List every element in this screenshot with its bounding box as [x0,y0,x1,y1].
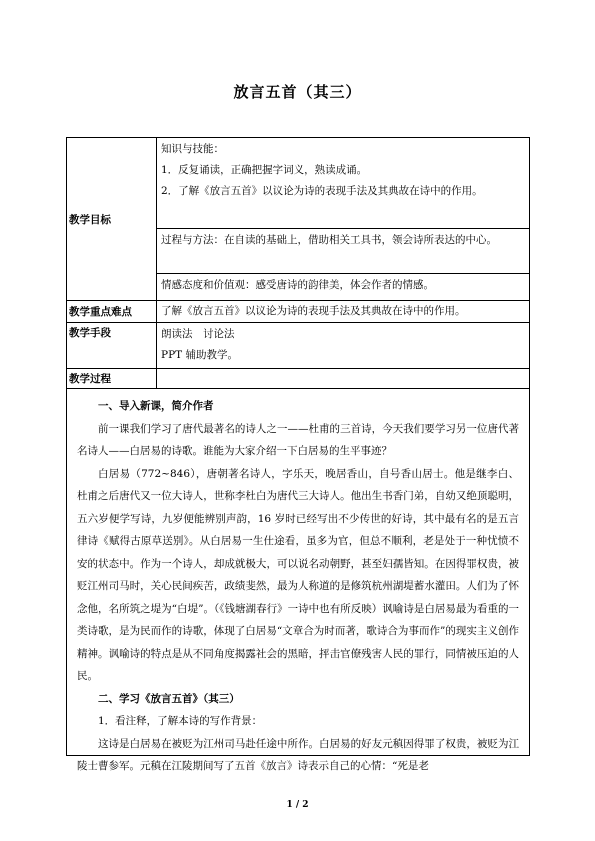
row-process-content [67,389,530,756]
label-teaching-process: 教学过程 [67,369,157,389]
goal-knowledge-item-1: 1．反复诵读，正确把握字词义，熟读成诵。 [161,164,368,176]
key-points-text: 了解《放言五首》以议论为诗的表现手法及其典故在诗中的作用。 [157,301,530,323]
means-line-2: PPT 辅助教学。 [161,349,238,361]
lesson-plan-table [66,137,530,772]
goal-process-method [157,228,529,273]
process-content [67,389,530,772]
row-key-points [67,301,530,323]
page-number: 1 / 2 [286,800,309,810]
section-heading: 一、导入新课，简介作者 [98,400,214,412]
label-key-points: 教学重点难点 [67,301,157,323]
label-teaching-goals: 教学目标 [67,138,157,301]
paragraph: 这诗是白居易在被贬为江州司马赴任途中所作。白居易的好友元稹因得罪了权贵，被贬为江陵士曹参军。元稹在江陵期间写了五首《放言》诗表示自己的心情：“死是老 [77,737,519,772]
goal-process-text: 过程与方法：在自读的基础上，借助相关工具书，领会诗所表达的中心。 [161,234,497,246]
goal-knowledge [157,138,529,228]
row-teaching-goals [67,138,530,301]
means-line-1: 朗读法 讨论法 [161,328,235,340]
goal-emotion-text: 情感态度和价值观：感受唐诗的韵律美，体会作者的情感。 [161,279,434,291]
row-teaching-process [67,369,530,389]
goal-emotion-values [157,273,529,300]
goal-knowledge-item-2: 2．了解《放言五首》以议论为诗的表现手法及其典故在诗中的作用。 [161,185,483,197]
paragraph: 前一课我们学习了唐代最著名的诗人之一——杜甫的三首诗，今天我们要学习另一位唐代著名诗人——白居易的诗歌。谁能为大家介绍一下白居易的生平事迹？ [77,422,519,457]
goal-knowledge-heading: 知识与技能： [161,143,224,155]
document-title: 放言五首（其三） [233,83,362,101]
paragraph: 1．看注释，了解本诗的写作背景： [98,715,263,727]
label-teaching-means: 教学手段 [67,323,157,369]
section-heading: 二、学习《放言五首》（其三） [98,692,240,705]
row-teaching-means [67,323,530,369]
paragraph: 白居易（772~846），唐朝著名诗人，字乐天，晚居香山，自号香山居士。他是继李白、杜甫之后唐代又一位大诗人，世称李杜白为唐代三大诗人。他出生书香门弟，自幼又绝顶聪明，五六岁便学写诗，九岁便能辨别声韵，16 岁时已经写出不少传世的好诗，其中最有名的是五言律诗《赋得古原草送别》。从白居易一生仕途看，虽多为官，但总不顺利，老是处于一种忧愤不安的状态中。作为一个诗人，却成就极大，可以说名动朝野，甚至妇孺皆知。在因得罪权贵，被贬江州司马时，关心民间疾苦，政绩斐然，最为人称道的是修筑杭州湖堤蓄水灌田。人们为了怀念他，名所筑之堤为“白堤”。（《钱塘湖春行》一诗中也有所反映）讽喻诗是白居易最为看重的一类诗歌，是为民而作的诗歌，体现了白居易“文章合为时而著，歌诗合为事而作”的现实主义创作精神。讽喻诗的特点是从不同角度揭露社会的黑暗，抨击官僚残害人民的罪行，同情被压迫的人民。 [77,467,519,682]
